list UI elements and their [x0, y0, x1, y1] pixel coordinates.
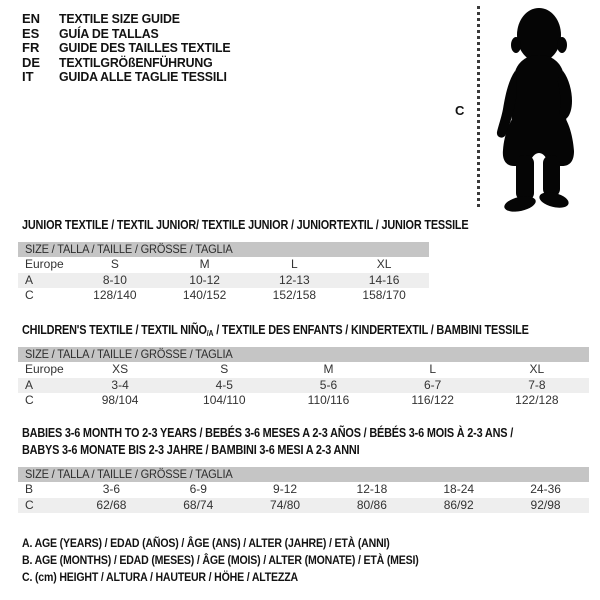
size-cell: 110/116 — [307, 393, 350, 407]
row-label: C — [25, 497, 34, 512]
size-cell: M — [199, 257, 210, 271]
size-cell: 8-10 — [102, 272, 127, 287]
size-cell: 4-5 — [215, 377, 233, 392]
table-row — [18, 257, 429, 273]
size-cell: 12-18 — [356, 482, 388, 496]
size-cell: M — [323, 362, 334, 376]
size-cell: 116/122 — [411, 393, 454, 407]
size-cell: 3-6 — [102, 482, 121, 496]
size-cell: 122/128 — [515, 393, 559, 407]
size-cell: 6-7 — [423, 377, 442, 392]
size-cell: 14-16 — [368, 272, 400, 287]
footnote-c: C. (cm) HEIGHT / ALTURA / HAUTEUR / HÖHE / ALTEZZA — [22, 570, 298, 584]
size-cell: 62/68 — [96, 497, 127, 512]
size-cell: L — [291, 257, 298, 271]
size-cell: 6-9 — [189, 482, 207, 496]
size-cell: 10-12 — [189, 272, 220, 287]
language-list — [22, 12, 239, 85]
row-label: A — [25, 377, 34, 392]
size-cell: 9-12 — [273, 482, 298, 496]
size-cell: 128/140 — [93, 288, 137, 302]
height-measure-label: C — [455, 103, 465, 118]
junior-table-title: JUNIOR TEXTILE / TEXTIL JUNIOR/ TEXTILE JUNIOR / JUNIORTEXTIL / JUNIOR TESSILE — [22, 218, 469, 232]
table-row — [18, 362, 589, 378]
size-cell: L — [429, 362, 436, 376]
language-label: TEXTILE SIZE GUIDE — [59, 11, 180, 26]
size-cell: S — [110, 257, 119, 271]
language-label: GUIDA ALLE TAGLIE TESSILI — [59, 69, 227, 84]
size-cell: 3-4 — [111, 377, 129, 392]
size-cell: 92/98 — [530, 497, 561, 512]
size-cell: 24-36 — [530, 482, 561, 496]
language-code: EN — [22, 11, 41, 26]
size-cell: 74/80 — [270, 497, 301, 512]
footnote-b: B. AGE (MONTHS) / EDAD (MESES) / ÂGE (MOIS) / ALTER (MONATE) / ETÀ (MESI) — [22, 553, 419, 567]
children-size-table — [18, 347, 589, 409]
height-measure-line — [477, 6, 480, 207]
size-cell: 18-24 — [443, 482, 475, 496]
size-cell: 7-8 — [528, 377, 546, 392]
size-cell: S — [220, 362, 229, 376]
language-row-de — [22, 56, 239, 71]
size-cell: 104/110 — [203, 393, 246, 407]
language-label: GUIDE DES TAILLES TEXTILE — [59, 40, 231, 55]
table-row — [18, 378, 589, 394]
size-cell: 86/92 — [443, 497, 474, 512]
size-cell: 80/86 — [356, 497, 387, 512]
size-cell: 5-6 — [319, 377, 338, 392]
size-cell: 152/158 — [272, 288, 317, 302]
table-row — [18, 393, 589, 409]
language-label: TEXTILGRÖßENFÜHRUNG — [59, 54, 213, 70]
row-label: B — [25, 482, 34, 496]
size-header: SIZE / TALLA / TAILLE / GRÖSSE / TAGLIA — [18, 347, 589, 362]
row-label: Europe — [25, 362, 64, 376]
size-cell: 68/74 — [183, 497, 214, 512]
children-table-title: CHILDREN'S TEXTILE / TEXTIL $NIÑO_{/A}$ / TEXTILE DES ENFANTS / KINDERTEXTIL / BAMBINI TESSILE — [22, 323, 529, 338]
language-code: FR — [22, 40, 40, 55]
row-label: C — [25, 393, 34, 407]
table-row — [18, 288, 429, 304]
size-header: SIZE / TALLA / TAILLE / GRÖSSE / TAGLIA — [18, 467, 589, 482]
language-code: DE — [22, 54, 41, 70]
size-cell: XL — [529, 362, 545, 376]
table-row — [18, 482, 589, 498]
size-cell: 140/152 — [182, 288, 227, 302]
language-row-fr — [22, 41, 239, 56]
babies-title-line1: BABIES 3-6 MONTH TO 2-3 YEARS / BEBÉS 3-6 MESES A 2-3 AÑOS / BÉBÉS 3-6 MOIS À 2-3 ANS / — [22, 426, 514, 440]
size-cell: XS — [112, 362, 129, 376]
size-cell: 158/170 — [362, 288, 406, 302]
subscript: /A — [206, 329, 214, 338]
language-label: GUÍA DE TALLAS — [59, 25, 159, 41]
table-row — [18, 498, 589, 514]
size-cell: XL — [376, 257, 392, 271]
language-code: ES — [22, 25, 40, 41]
footnotes — [22, 535, 419, 586]
babies-table-title — [22, 425, 513, 458]
row-label: A — [25, 272, 34, 287]
size-header: SIZE / TALLA / TAILLE / GRÖSSE / TAGLIA — [18, 242, 429, 257]
size-cell: 98/104 — [101, 393, 139, 407]
row-label: C — [25, 288, 34, 302]
babies-size-table — [18, 467, 589, 513]
footnote-a: A. AGE (YEARS) / EDAD (AÑOS) / ÂGE (ANS) / ALTER (JAHRE) / ETÀ (ANNI) — [22, 536, 390, 550]
language-row-es — [22, 27, 239, 42]
language-code: IT — [22, 69, 34, 84]
junior-size-table — [18, 242, 429, 304]
baby-silhouette — [486, 5, 586, 217]
babies-title-line2: BABYS 3-6 MONATE BIS 2-3 JAHRE / BAMBINI 3-6 MESI A 2-3 ANNI — [22, 442, 360, 457]
language-row-it — [22, 70, 239, 85]
row-label: Europe — [25, 257, 64, 271]
language-row-en — [22, 12, 239, 27]
size-cell: 12-13 — [279, 272, 310, 287]
table-row — [18, 273, 429, 289]
